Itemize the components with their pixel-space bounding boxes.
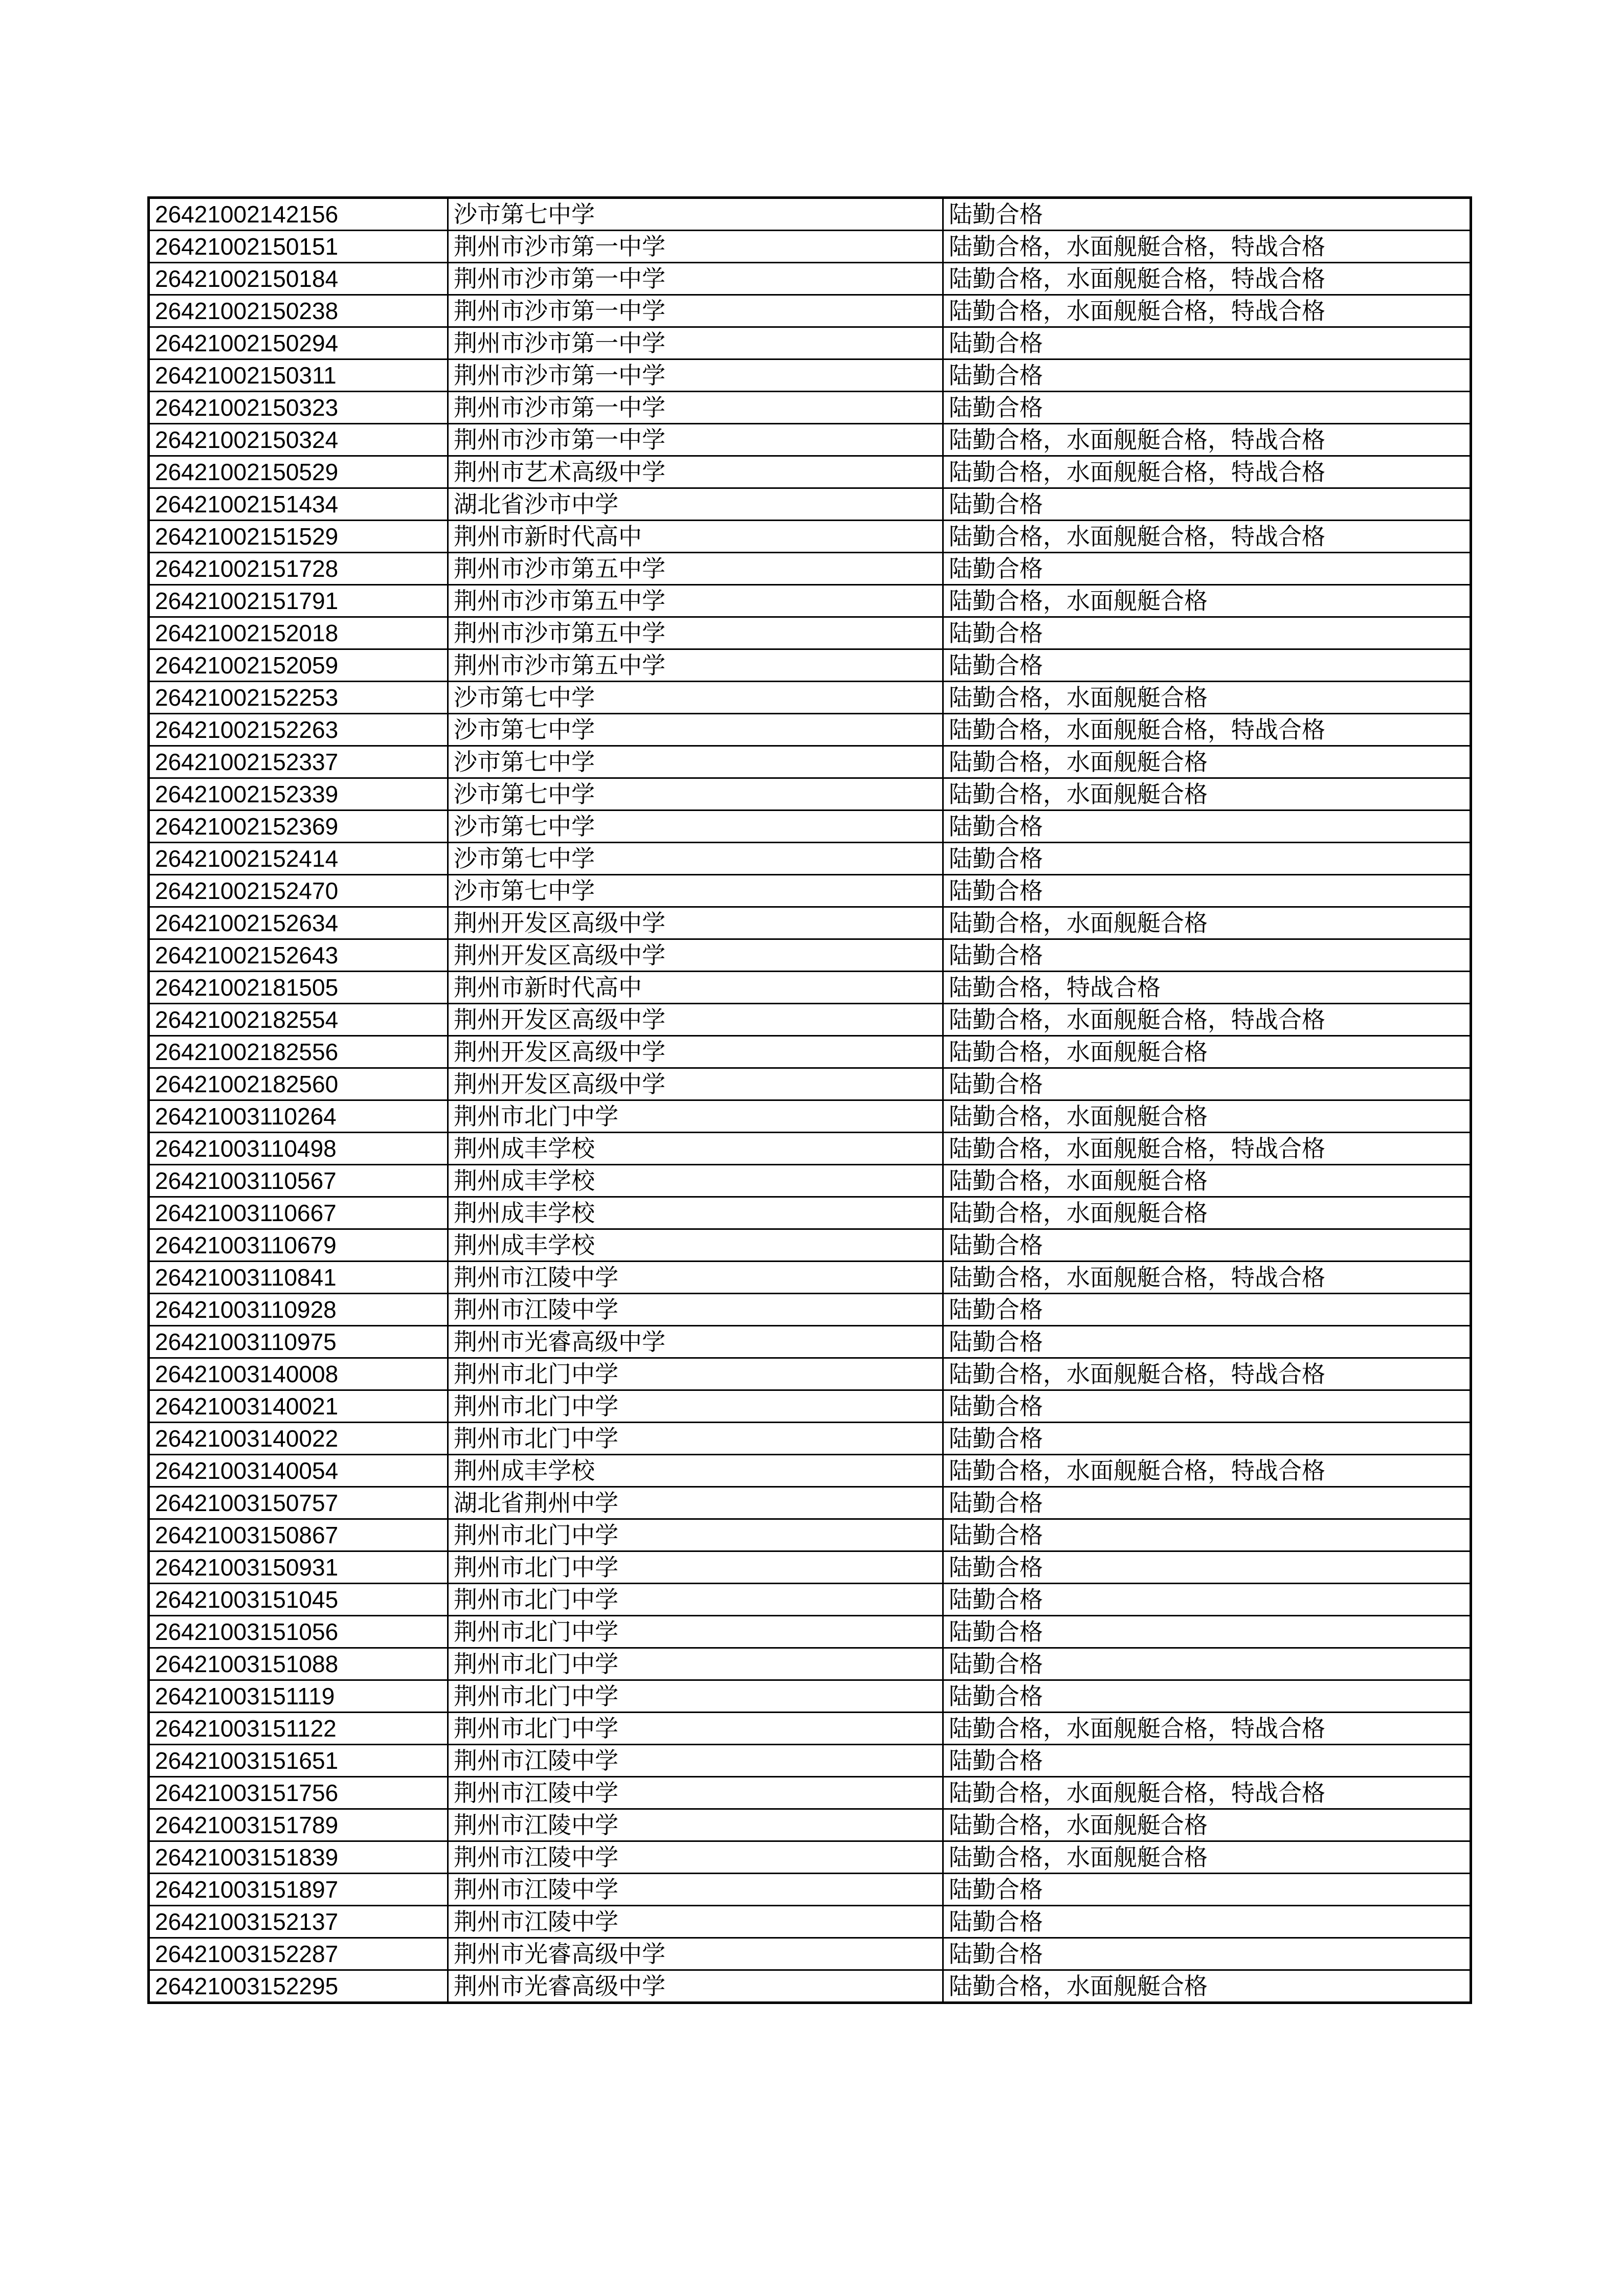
candidate-id-cell: 26421002152018 — [149, 617, 448, 649]
candidate-id-cell: 26421003151789 — [149, 1809, 448, 1841]
school-name-cell: 荆州市沙市第五中学 — [448, 585, 943, 617]
result-cell: 陆勤合格 — [943, 327, 1471, 359]
school-name-cell: 沙市第七中学 — [448, 682, 943, 714]
school-name-cell: 荆州市北门中学 — [448, 1423, 943, 1455]
school-name-cell: 沙市第七中学 — [448, 746, 943, 778]
result-cell: 陆勤合格，水面舰艇合格 — [943, 585, 1471, 617]
result-cell: 陆勤合格，水面舰艇合格，特战合格 — [943, 1262, 1471, 1294]
result-cell: 陆勤合格 — [943, 1874, 1471, 1906]
candidate-id-cell: 26421003151088 — [149, 1648, 448, 1680]
candidate-id-cell: 26421003110928 — [149, 1294, 448, 1326]
table-row — [149, 1036, 1471, 1068]
table-row — [149, 1197, 1471, 1229]
school-name-cell: 荆州市沙市第一中学 — [448, 359, 943, 392]
school-name-cell: 荆州市北门中学 — [448, 1680, 943, 1713]
table-row — [149, 1068, 1471, 1100]
result-cell: 陆勤合格 — [943, 359, 1471, 392]
table-row — [149, 1519, 1471, 1551]
table-row — [149, 1970, 1471, 2003]
school-name-cell: 荆州市北门中学 — [448, 1551, 943, 1584]
result-cell: 陆勤合格，水面舰艇合格，特战合格 — [943, 295, 1471, 327]
school-name-cell: 沙市第七中学 — [448, 875, 943, 907]
result-cell: 陆勤合格 — [943, 875, 1471, 907]
candidate-id-cell: 26421002150324 — [149, 424, 448, 456]
candidate-id-cell: 26421003151056 — [149, 1616, 448, 1648]
school-name-cell: 荆州市沙市第一中学 — [448, 327, 943, 359]
candidate-id-cell: 26421002152337 — [149, 746, 448, 778]
table-row — [149, 1262, 1471, 1294]
school-name-cell: 荆州市江陵中学 — [448, 1841, 943, 1874]
result-cell: 陆勤合格，水面舰艇合格 — [943, 778, 1471, 811]
school-name-cell: 荆州市江陵中学 — [448, 1294, 943, 1326]
result-cell: 陆勤合格，水面舰艇合格 — [943, 1036, 1471, 1068]
school-name-cell: 荆州市光睿高级中学 — [448, 1970, 943, 2003]
table-row — [149, 424, 1471, 456]
school-name-cell: 荆州市江陵中学 — [448, 1809, 943, 1841]
result-cell: 陆勤合格，水面舰艇合格 — [943, 1100, 1471, 1133]
result-cell: 陆勤合格，水面舰艇合格 — [943, 1165, 1471, 1197]
candidate-id-cell: 26421003110498 — [149, 1133, 448, 1165]
candidate-id-cell: 26421002152263 — [149, 714, 448, 746]
result-cell: 陆勤合格 — [943, 392, 1471, 424]
school-name-cell: 荆州市沙市第一中学 — [448, 392, 943, 424]
school-name-cell: 荆州市江陵中学 — [448, 1262, 943, 1294]
candidate-id-cell: 26421002182554 — [149, 1004, 448, 1036]
candidate-id-cell: 26421003110567 — [149, 1165, 448, 1197]
table-row — [149, 714, 1471, 746]
school-name-cell: 荆州市光睿高级中学 — [448, 1326, 943, 1358]
school-name-cell: 荆州市沙市第一中学 — [448, 231, 943, 263]
school-name-cell: 荆州市沙市第一中学 — [448, 424, 943, 456]
results-sheet — [147, 196, 1470, 2004]
table-row — [149, 1938, 1471, 1970]
result-cell: 陆勤合格，水面舰艇合格，特战合格 — [943, 263, 1471, 295]
table-row — [149, 939, 1471, 972]
result-cell: 陆勤合格 — [943, 843, 1471, 875]
results-table — [147, 196, 1472, 2004]
result-cell: 陆勤合格，水面舰艇合格，特战合格 — [943, 456, 1471, 488]
table-row — [149, 1777, 1471, 1809]
table-row — [149, 875, 1471, 907]
candidate-id-cell: 26421003110841 — [149, 1262, 448, 1294]
result-cell: 陆勤合格 — [943, 1906, 1471, 1938]
result-cell: 陆勤合格 — [943, 1616, 1471, 1648]
candidate-id-cell: 26421002150311 — [149, 359, 448, 392]
result-cell: 陆勤合格，水面舰艇合格，特战合格 — [943, 1455, 1471, 1487]
result-cell: 陆勤合格 — [943, 1294, 1471, 1326]
school-name-cell: 荆州市沙市第一中学 — [448, 263, 943, 295]
candidate-id-cell: 26421002150151 — [149, 231, 448, 263]
candidate-id-cell: 26421002182560 — [149, 1068, 448, 1100]
candidate-id-cell: 26421002152414 — [149, 843, 448, 875]
school-name-cell: 荆州市北门中学 — [448, 1584, 943, 1616]
result-cell: 陆勤合格，水面舰艇合格，特战合格 — [943, 1004, 1471, 1036]
result-cell: 陆勤合格，水面舰艇合格，特战合格 — [943, 1133, 1471, 1165]
school-name-cell: 荆州开发区高级中学 — [448, 1004, 943, 1036]
school-name-cell: 荆州成丰学校 — [448, 1455, 943, 1487]
candidate-id-cell: 26421002142156 — [149, 198, 448, 231]
table-row — [149, 198, 1471, 231]
candidate-id-cell: 26421003140008 — [149, 1358, 448, 1390]
candidate-id-cell: 26421002150238 — [149, 295, 448, 327]
candidate-id-cell: 26421003151839 — [149, 1841, 448, 1874]
school-name-cell: 荆州市沙市第一中学 — [448, 295, 943, 327]
result-cell: 陆勤合格 — [943, 1648, 1471, 1680]
result-cell: 陆勤合格 — [943, 1745, 1471, 1777]
results-table-body — [149, 198, 1471, 2003]
table-row — [149, 231, 1471, 263]
result-cell: 陆勤合格 — [943, 1680, 1471, 1713]
table-row — [149, 1358, 1471, 1390]
school-name-cell: 荆州市光睿高级中学 — [448, 1938, 943, 1970]
school-name-cell: 荆州市江陵中学 — [448, 1745, 943, 1777]
school-name-cell: 荆州市北门中学 — [448, 1616, 943, 1648]
table-row — [149, 1390, 1471, 1423]
school-name-cell: 荆州市北门中学 — [448, 1100, 943, 1133]
candidate-id-cell: 26421002150294 — [149, 327, 448, 359]
table-row — [149, 682, 1471, 714]
candidate-id-cell: 26421002182556 — [149, 1036, 448, 1068]
candidate-id-cell: 26421003151897 — [149, 1874, 448, 1906]
result-cell: 陆勤合格，水面舰艇合格 — [943, 1970, 1471, 2003]
table-row — [149, 1294, 1471, 1326]
table-row — [149, 778, 1471, 811]
result-cell: 陆勤合格，特战合格 — [943, 972, 1471, 1004]
candidate-id-cell: 26421002151529 — [149, 521, 448, 553]
result-cell: 陆勤合格，水面舰艇合格 — [943, 1197, 1471, 1229]
table-row — [149, 1841, 1471, 1874]
table-row — [149, 1874, 1471, 1906]
school-name-cell: 沙市第七中学 — [448, 778, 943, 811]
result-cell: 陆勤合格 — [943, 1229, 1471, 1262]
school-name-cell: 湖北省沙市中学 — [448, 488, 943, 521]
school-name-cell: 荆州市新时代高中 — [448, 972, 943, 1004]
candidate-id-cell: 26421002150529 — [149, 456, 448, 488]
school-name-cell: 沙市第七中学 — [448, 198, 943, 231]
candidate-id-cell: 26421003150931 — [149, 1551, 448, 1584]
result-cell: 陆勤合格 — [943, 553, 1471, 585]
candidate-id-cell: 26421002152369 — [149, 811, 448, 843]
school-name-cell: 荆州市江陵中学 — [448, 1874, 943, 1906]
result-cell: 陆勤合格 — [943, 1519, 1471, 1551]
table-row — [149, 1165, 1471, 1197]
school-name-cell: 荆州开发区高级中学 — [448, 1068, 943, 1100]
result-cell: 陆勤合格 — [943, 811, 1471, 843]
table-row — [149, 1487, 1471, 1519]
table-row — [149, 972, 1471, 1004]
school-name-cell: 荆州开发区高级中学 — [448, 939, 943, 972]
school-name-cell: 荆州市北门中学 — [448, 1648, 943, 1680]
school-name-cell: 湖北省荆州中学 — [448, 1487, 943, 1519]
result-cell: 陆勤合格 — [943, 1326, 1471, 1358]
candidate-id-cell: 26421002152470 — [149, 875, 448, 907]
candidate-id-cell: 26421002151791 — [149, 585, 448, 617]
school-name-cell: 荆州市北门中学 — [448, 1519, 943, 1551]
table-row — [149, 521, 1471, 553]
table-row — [149, 843, 1471, 875]
result-cell: 陆勤合格，水面舰艇合格，特战合格 — [943, 714, 1471, 746]
result-cell: 陆勤合格 — [943, 649, 1471, 682]
table-row — [149, 1229, 1471, 1262]
school-name-cell: 荆州市北门中学 — [448, 1358, 943, 1390]
result-cell: 陆勤合格 — [943, 198, 1471, 231]
table-row — [149, 553, 1471, 585]
table-row — [149, 1680, 1471, 1713]
candidate-id-cell: 26421002152059 — [149, 649, 448, 682]
table-row — [149, 1004, 1471, 1036]
candidate-id-cell: 26421003140022 — [149, 1423, 448, 1455]
school-name-cell: 荆州市沙市第五中学 — [448, 649, 943, 682]
school-name-cell: 荆州市江陵中学 — [448, 1906, 943, 1938]
candidate-id-cell: 26421003152287 — [149, 1938, 448, 1970]
school-name-cell: 荆州开发区高级中学 — [448, 907, 943, 939]
result-cell: 陆勤合格 — [943, 1938, 1471, 1970]
school-name-cell: 荆州成丰学校 — [448, 1133, 943, 1165]
table-row — [149, 1745, 1471, 1777]
table-row — [149, 1133, 1471, 1165]
result-cell: 陆勤合格，水面舰艇合格，特战合格 — [943, 231, 1471, 263]
result-cell: 陆勤合格，水面舰艇合格 — [943, 746, 1471, 778]
school-name-cell: 荆州市江陵中学 — [448, 1777, 943, 1809]
table-row — [149, 1648, 1471, 1680]
candidate-id-cell: 26421003151651 — [149, 1745, 448, 1777]
candidate-id-cell: 26421003150757 — [149, 1487, 448, 1519]
school-name-cell: 沙市第七中学 — [448, 843, 943, 875]
school-name-cell: 荆州成丰学校 — [448, 1229, 943, 1262]
table-row — [149, 327, 1471, 359]
candidate-id-cell: 26421003151045 — [149, 1584, 448, 1616]
result-cell: 陆勤合格 — [943, 939, 1471, 972]
candidate-id-cell: 26421002150323 — [149, 392, 448, 424]
table-row — [149, 1713, 1471, 1745]
candidate-id-cell: 26421003151119 — [149, 1680, 448, 1713]
result-cell: 陆勤合格 — [943, 1551, 1471, 1584]
candidate-id-cell: 26421002152643 — [149, 939, 448, 972]
candidate-id-cell: 26421003151756 — [149, 1777, 448, 1809]
result-cell: 陆勤合格，水面舰艇合格，特战合格 — [943, 521, 1471, 553]
candidate-id-cell: 26421003140054 — [149, 1455, 448, 1487]
result-cell: 陆勤合格，水面舰艇合格，特战合格 — [943, 424, 1471, 456]
candidate-id-cell: 26421003152137 — [149, 1906, 448, 1938]
table-row — [149, 1616, 1471, 1648]
candidate-id-cell: 26421002152339 — [149, 778, 448, 811]
result-cell: 陆勤合格 — [943, 617, 1471, 649]
candidate-id-cell: 26421003110679 — [149, 1229, 448, 1262]
candidate-id-cell: 26421003110975 — [149, 1326, 448, 1358]
table-row — [149, 488, 1471, 521]
table-row — [149, 392, 1471, 424]
table-row — [149, 263, 1471, 295]
table-row — [149, 1809, 1471, 1841]
candidate-id-cell: 26421002151728 — [149, 553, 448, 585]
table-row — [149, 1906, 1471, 1938]
school-name-cell: 沙市第七中学 — [448, 714, 943, 746]
candidate-id-cell: 26421003110264 — [149, 1100, 448, 1133]
school-name-cell: 沙市第七中学 — [448, 811, 943, 843]
candidate-id-cell: 26421002181505 — [149, 972, 448, 1004]
school-name-cell: 荆州市新时代高中 — [448, 521, 943, 553]
table-row — [149, 1455, 1471, 1487]
table-row — [149, 907, 1471, 939]
candidate-id-cell: 26421003150867 — [149, 1519, 448, 1551]
result-cell: 陆勤合格，水面舰艇合格，特战合格 — [943, 1358, 1471, 1390]
candidate-id-cell: 26421003151122 — [149, 1713, 448, 1745]
result-cell: 陆勤合格，水面舰艇合格，特战合格 — [943, 1777, 1471, 1809]
candidate-id-cell: 26421002152253 — [149, 682, 448, 714]
result-cell: 陆勤合格 — [943, 1390, 1471, 1423]
table-row — [149, 585, 1471, 617]
result-cell: 陆勤合格，水面舰艇合格 — [943, 1809, 1471, 1841]
school-name-cell: 荆州市北门中学 — [448, 1390, 943, 1423]
table-row — [149, 1326, 1471, 1358]
result-cell: 陆勤合格 — [943, 488, 1471, 521]
school-name-cell: 荆州市北门中学 — [448, 1713, 943, 1745]
candidate-id-cell: 26421002152634 — [149, 907, 448, 939]
result-cell: 陆勤合格 — [943, 1584, 1471, 1616]
result-cell: 陆勤合格，水面舰艇合格 — [943, 1841, 1471, 1874]
result-cell: 陆勤合格 — [943, 1068, 1471, 1100]
table-row — [149, 649, 1471, 682]
result-cell: 陆勤合格 — [943, 1487, 1471, 1519]
result-cell: 陆勤合格，水面舰艇合格，特战合格 — [943, 1713, 1471, 1745]
school-name-cell: 荆州开发区高级中学 — [448, 1036, 943, 1068]
candidate-id-cell: 26421003140021 — [149, 1390, 448, 1423]
candidate-id-cell: 26421003110667 — [149, 1197, 448, 1229]
candidate-id-cell: 26421003152295 — [149, 1970, 448, 2003]
school-name-cell: 荆州成丰学校 — [448, 1165, 943, 1197]
school-name-cell: 荆州市沙市第五中学 — [448, 617, 943, 649]
table-row — [149, 617, 1471, 649]
school-name-cell: 荆州市艺术高级中学 — [448, 456, 943, 488]
school-name-cell: 荆州市沙市第五中学 — [448, 553, 943, 585]
table-row — [149, 1100, 1471, 1133]
table-row — [149, 456, 1471, 488]
candidate-id-cell: 26421002150184 — [149, 263, 448, 295]
table-row — [149, 1551, 1471, 1584]
table-row — [149, 295, 1471, 327]
table-row — [149, 811, 1471, 843]
table-row — [149, 359, 1471, 392]
school-name-cell: 荆州成丰学校 — [448, 1197, 943, 1229]
table-row — [149, 1423, 1471, 1455]
table-row — [149, 746, 1471, 778]
result-cell: 陆勤合格，水面舰艇合格 — [943, 907, 1471, 939]
table-row — [149, 1584, 1471, 1616]
candidate-id-cell: 26421002151434 — [149, 488, 448, 521]
result-cell: 陆勤合格 — [943, 1423, 1471, 1455]
result-cell: 陆勤合格，水面舰艇合格 — [943, 682, 1471, 714]
